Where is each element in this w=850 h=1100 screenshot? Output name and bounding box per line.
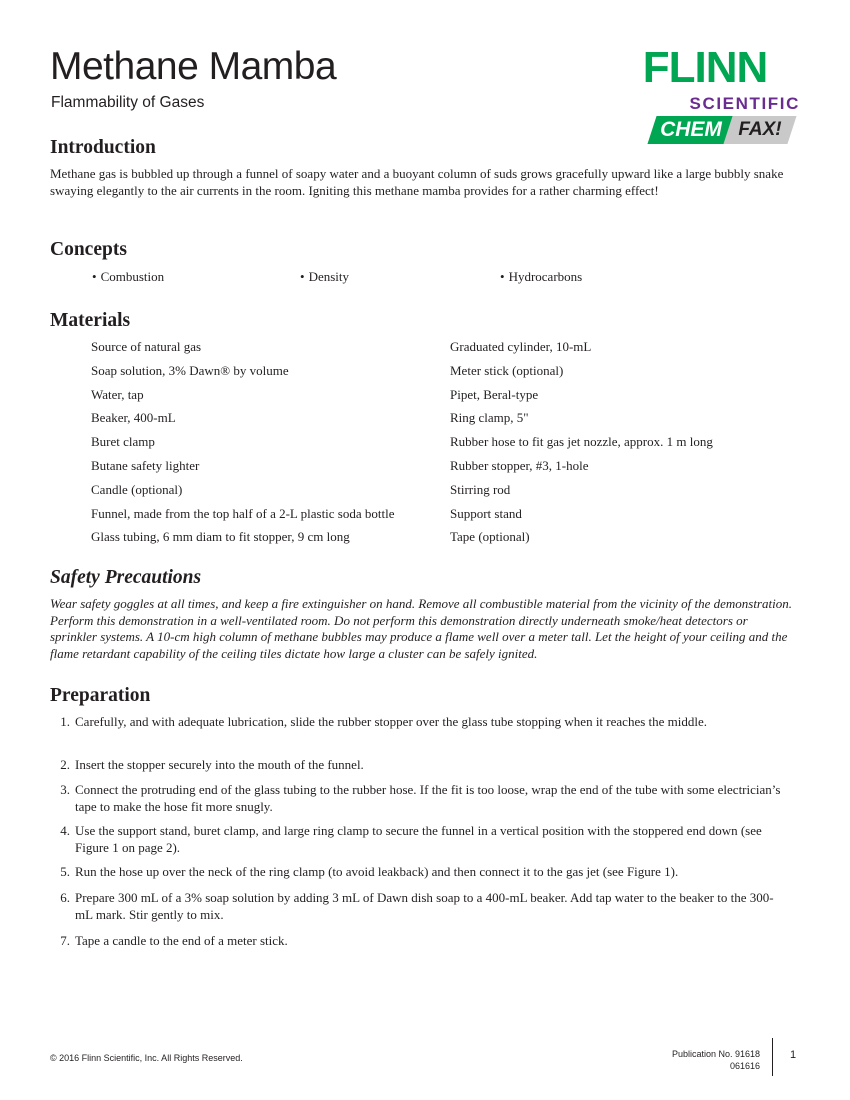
material-item: Glass tubing, 6 mm diam to fit stopper, 9 cm long — [91, 529, 350, 545]
material-item: Rubber stopper, #3, 1-hole — [450, 457, 589, 473]
material-item: Beaker, 400-mL — [91, 410, 176, 426]
introduction-heading: Introduction — [50, 137, 156, 158]
step-text: Use the support stand, buret clamp, and large ring clamp to secure the funnel in a vertical position with the stoppered end down (see Figure 1 on page 2). — [75, 823, 762, 855]
logo-flinn-text: FLINN — [642, 43, 768, 92]
step-number: 3. — [60, 782, 70, 797]
introduction-text: Methane gas is bubbled up through a funnel of soapy water and a buoyant column of suds grows gracefully upward like a large bubbly snake swaying elegantly to the air currents in the room. Igniting this methane mamba provides for a rather charming effect! — [50, 166, 784, 198]
step-number: 4. — [60, 823, 70, 838]
publication-code: 061616 — [729, 1061, 760, 1071]
page-number: 1 — [790, 1049, 797, 1061]
material-item: Stirring rod — [450, 481, 511, 497]
preparation-heading: Preparation — [50, 685, 151, 706]
concept-label: Combustion — [100, 269, 165, 284]
material-item: Rubber hose to fit gas jet nozzle, approx. 1 m long — [450, 434, 713, 450]
bullet-icon: • — [500, 269, 505, 284]
material-item: Meter stick (optional) — [450, 362, 564, 378]
materials-right-column — [450, 337, 713, 551]
materials-heading: Materials — [50, 310, 131, 331]
logo-scientific-text: SCIENTIFIC — [689, 94, 800, 113]
logo-fax-badge — [723, 116, 796, 144]
step-text: Insert the stopper securely into the mouth of the funnel. — [75, 757, 364, 772]
step-number: 1. — [60, 714, 70, 729]
material-item: Ring clamp, 5" — [450, 410, 529, 426]
safety-text: Wear safety goggles at all times, and keep a fire extinguisher on hand. Remove all combustible material from the vicinity of the demonstration. Perform this demonstration in a well-ventilated room. Do not perform this demonstration directly underneath smoke/heat detectors or sprinkler systems. A 10-cm high column of methane bubbles may produce a flame well over a meter tall. Let the height of your ceiling and the flame retardant capability of the ceiling tiles dictate how large a cluster can be safely ignited. — [50, 596, 792, 661]
step-text: Run the hose up over the neck of the ring clamp (to avoid leakback) and then connect it to the gas jet (see Figure 1). — [75, 864, 679, 879]
material-item: Tape (optional) — [450, 529, 530, 545]
logo-chem-badge — [647, 116, 734, 144]
logo-chem-text: CHEM — [660, 118, 722, 141]
page-subtitle: Flammability of Gases — [51, 94, 205, 111]
publication-info — [600, 1048, 760, 1072]
concept-label: Density — [308, 269, 350, 284]
materials-left-column — [91, 337, 395, 551]
concept-label: Hydrocarbons — [508, 269, 583, 284]
step-text: Connect the protruding end of the glass tubing to the rubber hose. If the fit is too loose, wrap the end of the tube with some electrician’s tape to make the hose fit more snugly. — [75, 782, 781, 814]
material-item: Butane safety lighter — [91, 457, 200, 473]
copyright-notice: © 2016 Flinn Scientific, Inc. All Rights Reserved. — [50, 1053, 243, 1063]
footer-divider — [772, 1038, 773, 1076]
step-number: 6. — [60, 890, 70, 905]
logo-fax-text: FAX! — [738, 119, 782, 140]
flinn-chemfax-logo — [640, 43, 802, 152]
material-item: Water, tap — [91, 386, 144, 402]
concepts-heading: Concepts — [50, 239, 127, 260]
step-text: Carefully, and with adequate lubrication, slide the rubber stopper over the glass tube stopping when it reaches the middle. — [75, 714, 708, 729]
material-item: Candle (optional) — [91, 481, 183, 497]
safety-heading: Safety Precautions — [50, 567, 202, 588]
concept-item — [300, 268, 349, 285]
bullet-icon: • — [92, 269, 97, 284]
publication-number: Publication No. 91618 — [671, 1049, 760, 1059]
concept-item — [500, 268, 582, 285]
step-text: Prepare 300 mL of a 3% soap solution by adding 3 mL of Dawn dish soap to a 400-mL beaker. Add tap water to the beaker to the 300-mL mark. Stir gently to mix. — [75, 890, 774, 922]
step-text: Tape a candle to the end of a meter stick. — [75, 933, 288, 948]
page-title: Methane Mamba — [50, 45, 337, 88]
bullet-icon: • — [300, 269, 305, 284]
step-number: 5. — [60, 864, 70, 879]
material-item: Soap solution, 3% Dawn® by volume — [91, 362, 289, 378]
concept-item — [92, 268, 164, 285]
material-item: Pipet, Beral-type — [450, 386, 539, 402]
material-item: Funnel, made from the top half of a 2-L plastic soda bottle — [91, 505, 395, 521]
material-item: Buret clamp — [91, 434, 155, 450]
material-item: Support stand — [450, 505, 522, 521]
step-number: 7. — [60, 933, 70, 948]
material-item: Graduated cylinder, 10-mL — [450, 339, 592, 354]
step-number: 2. — [60, 757, 70, 772]
material-item: Source of natural gas — [91, 339, 202, 354]
